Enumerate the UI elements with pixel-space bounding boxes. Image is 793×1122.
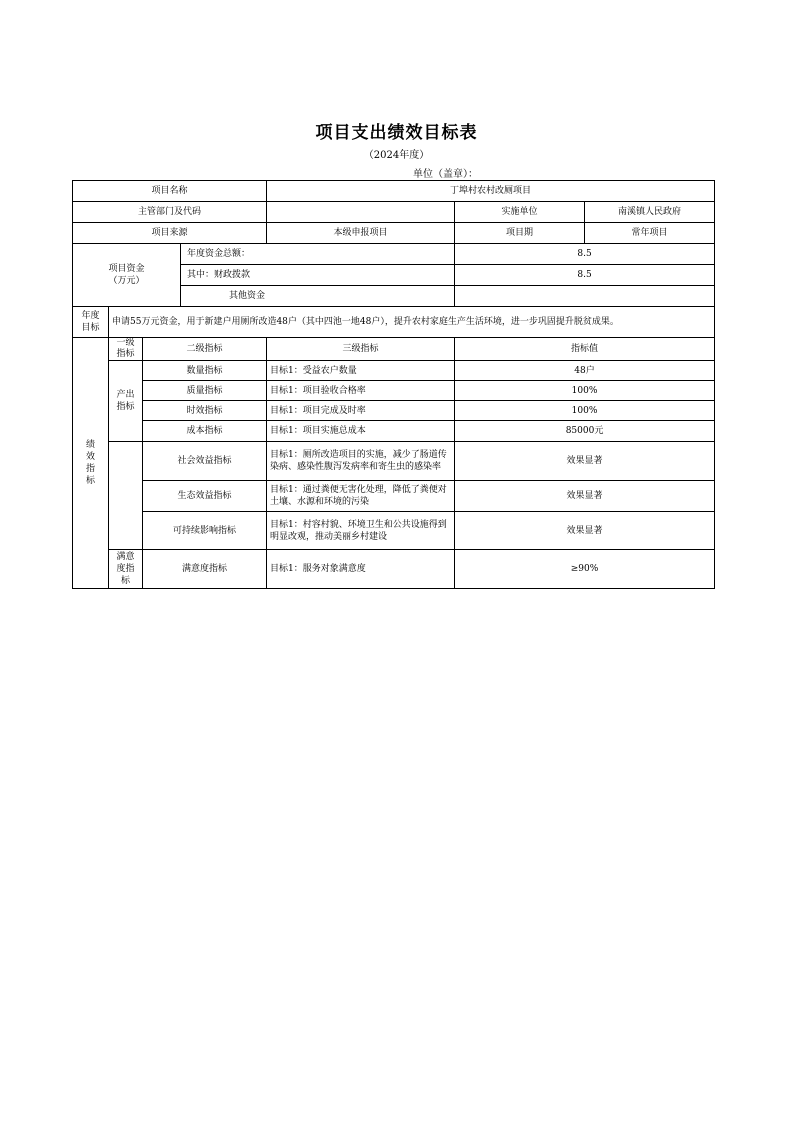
period-label: 项目期 bbox=[455, 223, 585, 244]
impl-unit-label: 实施单位 bbox=[455, 202, 585, 223]
section-char: 效 bbox=[85, 452, 95, 462]
level2-cell: 质量指标 bbox=[143, 381, 267, 401]
value-cell: ≥90% bbox=[455, 550, 715, 589]
output-label-line1: 产出 bbox=[116, 390, 135, 400]
row-source bbox=[73, 223, 715, 244]
annual-goal-label-line1: 年度 bbox=[81, 311, 100, 321]
level3-cell: 目标1：受益农户数量 bbox=[267, 361, 455, 381]
level2-cell: 社会效益指标 bbox=[143, 442, 267, 481]
source-value: 本级申报项目 bbox=[267, 223, 455, 244]
level2-cell: 满意度指标 bbox=[143, 550, 267, 589]
satisfaction-label-line2: 度指 bbox=[116, 564, 135, 574]
output-indicators-label bbox=[109, 361, 143, 442]
level2-cell: 生态效益指标 bbox=[143, 481, 267, 512]
level3-cell: 目标1：项目实施总成本 bbox=[267, 421, 455, 442]
annual-total-value: 8.5 bbox=[455, 244, 715, 265]
level3-cell: 目标1：厕所改造项目的实施，减少了肠道传染病、感染性腹泻发病率和寄生虫的感染率 bbox=[267, 442, 455, 481]
section-char: 指 bbox=[85, 464, 95, 474]
header-level1 bbox=[109, 338, 143, 361]
table-row bbox=[73, 421, 715, 442]
level2-cell: 数量指标 bbox=[143, 361, 267, 381]
satisfaction-indicators-label bbox=[109, 550, 143, 589]
annual-total-label: 年度资金总额： bbox=[181, 244, 455, 265]
table-row bbox=[73, 381, 715, 401]
row-project-name bbox=[73, 181, 715, 202]
section-char: 标 bbox=[85, 476, 95, 486]
header-level1-line2: 指标 bbox=[116, 349, 135, 359]
table-row bbox=[73, 401, 715, 421]
project-name-label: 项目名称 bbox=[73, 181, 267, 202]
header-value: 指标值 bbox=[455, 338, 715, 361]
impl-unit-value: 南溪镇人民政府 bbox=[585, 202, 715, 223]
funds-label-line1: 项目资金 bbox=[108, 264, 145, 274]
project-name-value: 丁埠村农村改厕项目 bbox=[267, 181, 715, 202]
satisfaction-label-line1: 满意 bbox=[116, 552, 135, 562]
level3-cell: 目标1：通过粪便无害化处理，降低了粪便对土壤、水源和环境的污染 bbox=[267, 481, 455, 512]
fiscal-funds-value: 8.5 bbox=[455, 265, 715, 286]
section-char: 绩 bbox=[85, 440, 95, 450]
row-department bbox=[73, 202, 715, 223]
fiscal-funds-label: 其中：财政拨款 bbox=[181, 265, 455, 286]
row-indicator-header bbox=[73, 338, 715, 361]
funds-label-line2: （万元） bbox=[108, 276, 145, 286]
header-level1-line1: 一级 bbox=[116, 338, 135, 348]
value-cell: 48户 bbox=[455, 361, 715, 381]
period-value: 常年项目 bbox=[585, 223, 715, 244]
annual-goal-label bbox=[73, 307, 109, 338]
page-title: 项目支出绩效目标表 bbox=[315, 123, 478, 143]
level3-cell: 目标1：项目完成及时率 bbox=[267, 401, 455, 421]
header-level3: 三级指标 bbox=[267, 338, 455, 361]
value-cell: 100% bbox=[455, 401, 715, 421]
other-funds-label: 其他资金 bbox=[181, 286, 455, 307]
department-label: 主管部门及代码 bbox=[73, 202, 267, 223]
value-cell: 效果显著 bbox=[455, 481, 715, 512]
header-level2: 二级指标 bbox=[143, 338, 267, 361]
table-row bbox=[73, 361, 715, 381]
other-funds-value bbox=[455, 286, 715, 307]
level2-cell: 可持续影响指标 bbox=[143, 512, 267, 550]
row-annual-total bbox=[73, 244, 715, 265]
table-row bbox=[73, 481, 715, 512]
department-value bbox=[267, 202, 455, 223]
value-cell: 效果显著 bbox=[455, 512, 715, 550]
source-label: 项目来源 bbox=[73, 223, 267, 244]
row-annual-goal bbox=[73, 307, 715, 338]
level3-cell: 目标1：服务对象满意度 bbox=[267, 550, 455, 589]
level3-cell: 目标1：项目验收合格率 bbox=[267, 381, 455, 401]
fiscal-year: （2024年度） bbox=[363, 150, 430, 161]
output-label-line2: 指标 bbox=[116, 402, 135, 412]
annual-goal-label-line2: 目标 bbox=[81, 323, 100, 333]
level2-cell: 成本指标 bbox=[143, 421, 267, 442]
satisfaction-label-line3: 标 bbox=[120, 576, 130, 586]
performance-target-table bbox=[72, 180, 715, 589]
value-cell: 100% bbox=[455, 381, 715, 401]
annual-goal-text: 申请55万元资金，用于新建户用厕所改造48户（其中四池一地48户），提升农村家庭生产生活环境，进一步巩固提升脱贫成果。 bbox=[109, 307, 715, 338]
level3-cell: 目标1：村容村貌、环境卫生和公共设施得到明显改观，推动美丽乡村建设 bbox=[267, 512, 455, 550]
table-row bbox=[73, 550, 715, 589]
funds-label bbox=[73, 244, 181, 307]
table-row bbox=[73, 442, 715, 481]
value-cell: 85000元 bbox=[455, 421, 715, 442]
effect-indicators-label bbox=[109, 442, 143, 550]
table-row bbox=[73, 512, 715, 550]
unit-seal-label: 单位（盖章）： bbox=[413, 169, 478, 180]
level2-cell: 时效指标 bbox=[143, 401, 267, 421]
performance-indicators-label bbox=[73, 338, 109, 589]
value-cell: 效果显著 bbox=[455, 442, 715, 481]
